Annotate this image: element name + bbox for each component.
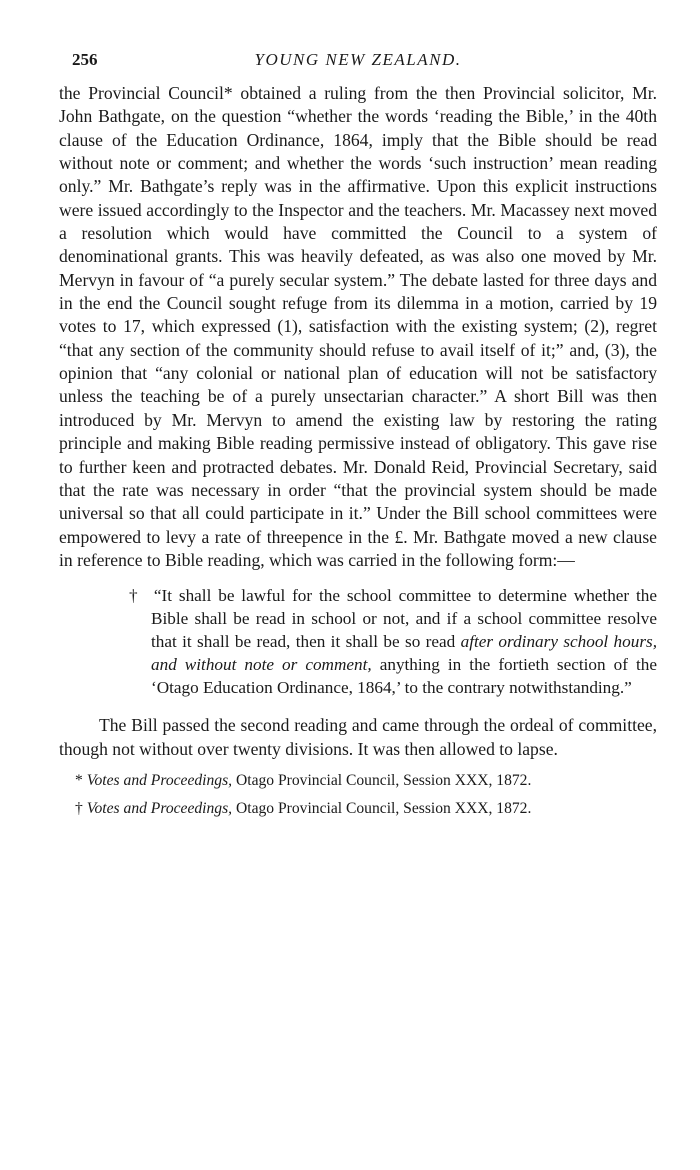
body-paragraph-closing: The Bill passed the second reading and came through the ordeal of committee, though not without over twenty divisions. It was then allowed to lapse.	[59, 715, 657, 759]
footnote-source: Votes and Proceedings,	[86, 799, 233, 817]
running-header	[59, 50, 657, 76]
footnotes	[59, 771, 657, 819]
footnote-marker: *	[75, 771, 83, 789]
quote-italic-text: after ordinary school hours, and without note or comment,	[151, 632, 658, 675]
page-number: 256	[72, 50, 98, 69]
body-paragraph: the Provincial Council* obtained a ruling from the then Provincial solicitor, Mr. John Bathgate, on the question “whether the words ‘reading the Bible,’ in the 40th clause of the Education Ordinance, 1864, imply that the Bible should be read without note or comment; and whether the words ‘such instruction’ mean reading only.” Mr. Bathgate’s reply was in the affirmative. Upon this explicit instructions were issued accordingly to the Inspector and the teachers. Mr. Macassey next moved a resolution which would have committed the Council to a system of denominational grants. This was heavily defeated, as was also one moved by Mr. Mervyn in favour of “a purely secular system.” The debate lasted for three days and in the end the Council sought refuge from its dilemma in a motion, carried by 19 votes to 17, which expressed (1), satisfaction with the existing system; (2), regret “that any section of the community should refuse to avail itself of it;” and, (3), the opinion that “any colonial or national plan of education will not be satisfactory unless the teaching be of a purely unsectarian character.” A short Bill was then introduced by Mr. Mervyn to amend the existing law by restoring the rating principle and making Bible reading permissive instead of obligatory. This gave rise to further keen and protracted debates. Mr. Donald Reid, Provincial Secretary, said that the rate was necessary in order “that the provincial system should be made universal so that all could participate in it.” Under the Bill school committees were empowered to levy a rate of threepence in the £. Mr. Bathgate moved a new clause in reference to Bible reading, which was carried in the following form:—	[59, 83, 657, 570]
footnote-2	[59, 799, 657, 819]
quote-text-start: “It shall be lawful for the school committee to determine whether the Bible shall be read in school or not, and if a school committee resolve that it shall be read, then it shall be so read	[151, 586, 658, 652]
footnote-text: Otago Provincial Council, Session XXX, 1872.	[235, 771, 532, 789]
footnote-text: Otago Provincial Council, Session XXX, 1872.	[235, 799, 532, 817]
dagger-marker: †	[129, 586, 141, 606]
footnote-1	[59, 771, 657, 791]
quote-text-end: anything in the fortieth section of the ‘Otago Education Ordinance, 1864,’ to the contrary notwithstanding.”	[151, 655, 657, 698]
block-quotation	[59, 584, 657, 699]
footnote-source: Votes and Proceedings,	[86, 771, 233, 789]
footnote-marker: †	[75, 799, 83, 817]
running-title: YOUNG NEW ZEALAND.	[254, 50, 462, 69]
book-page	[59, 50, 657, 819]
